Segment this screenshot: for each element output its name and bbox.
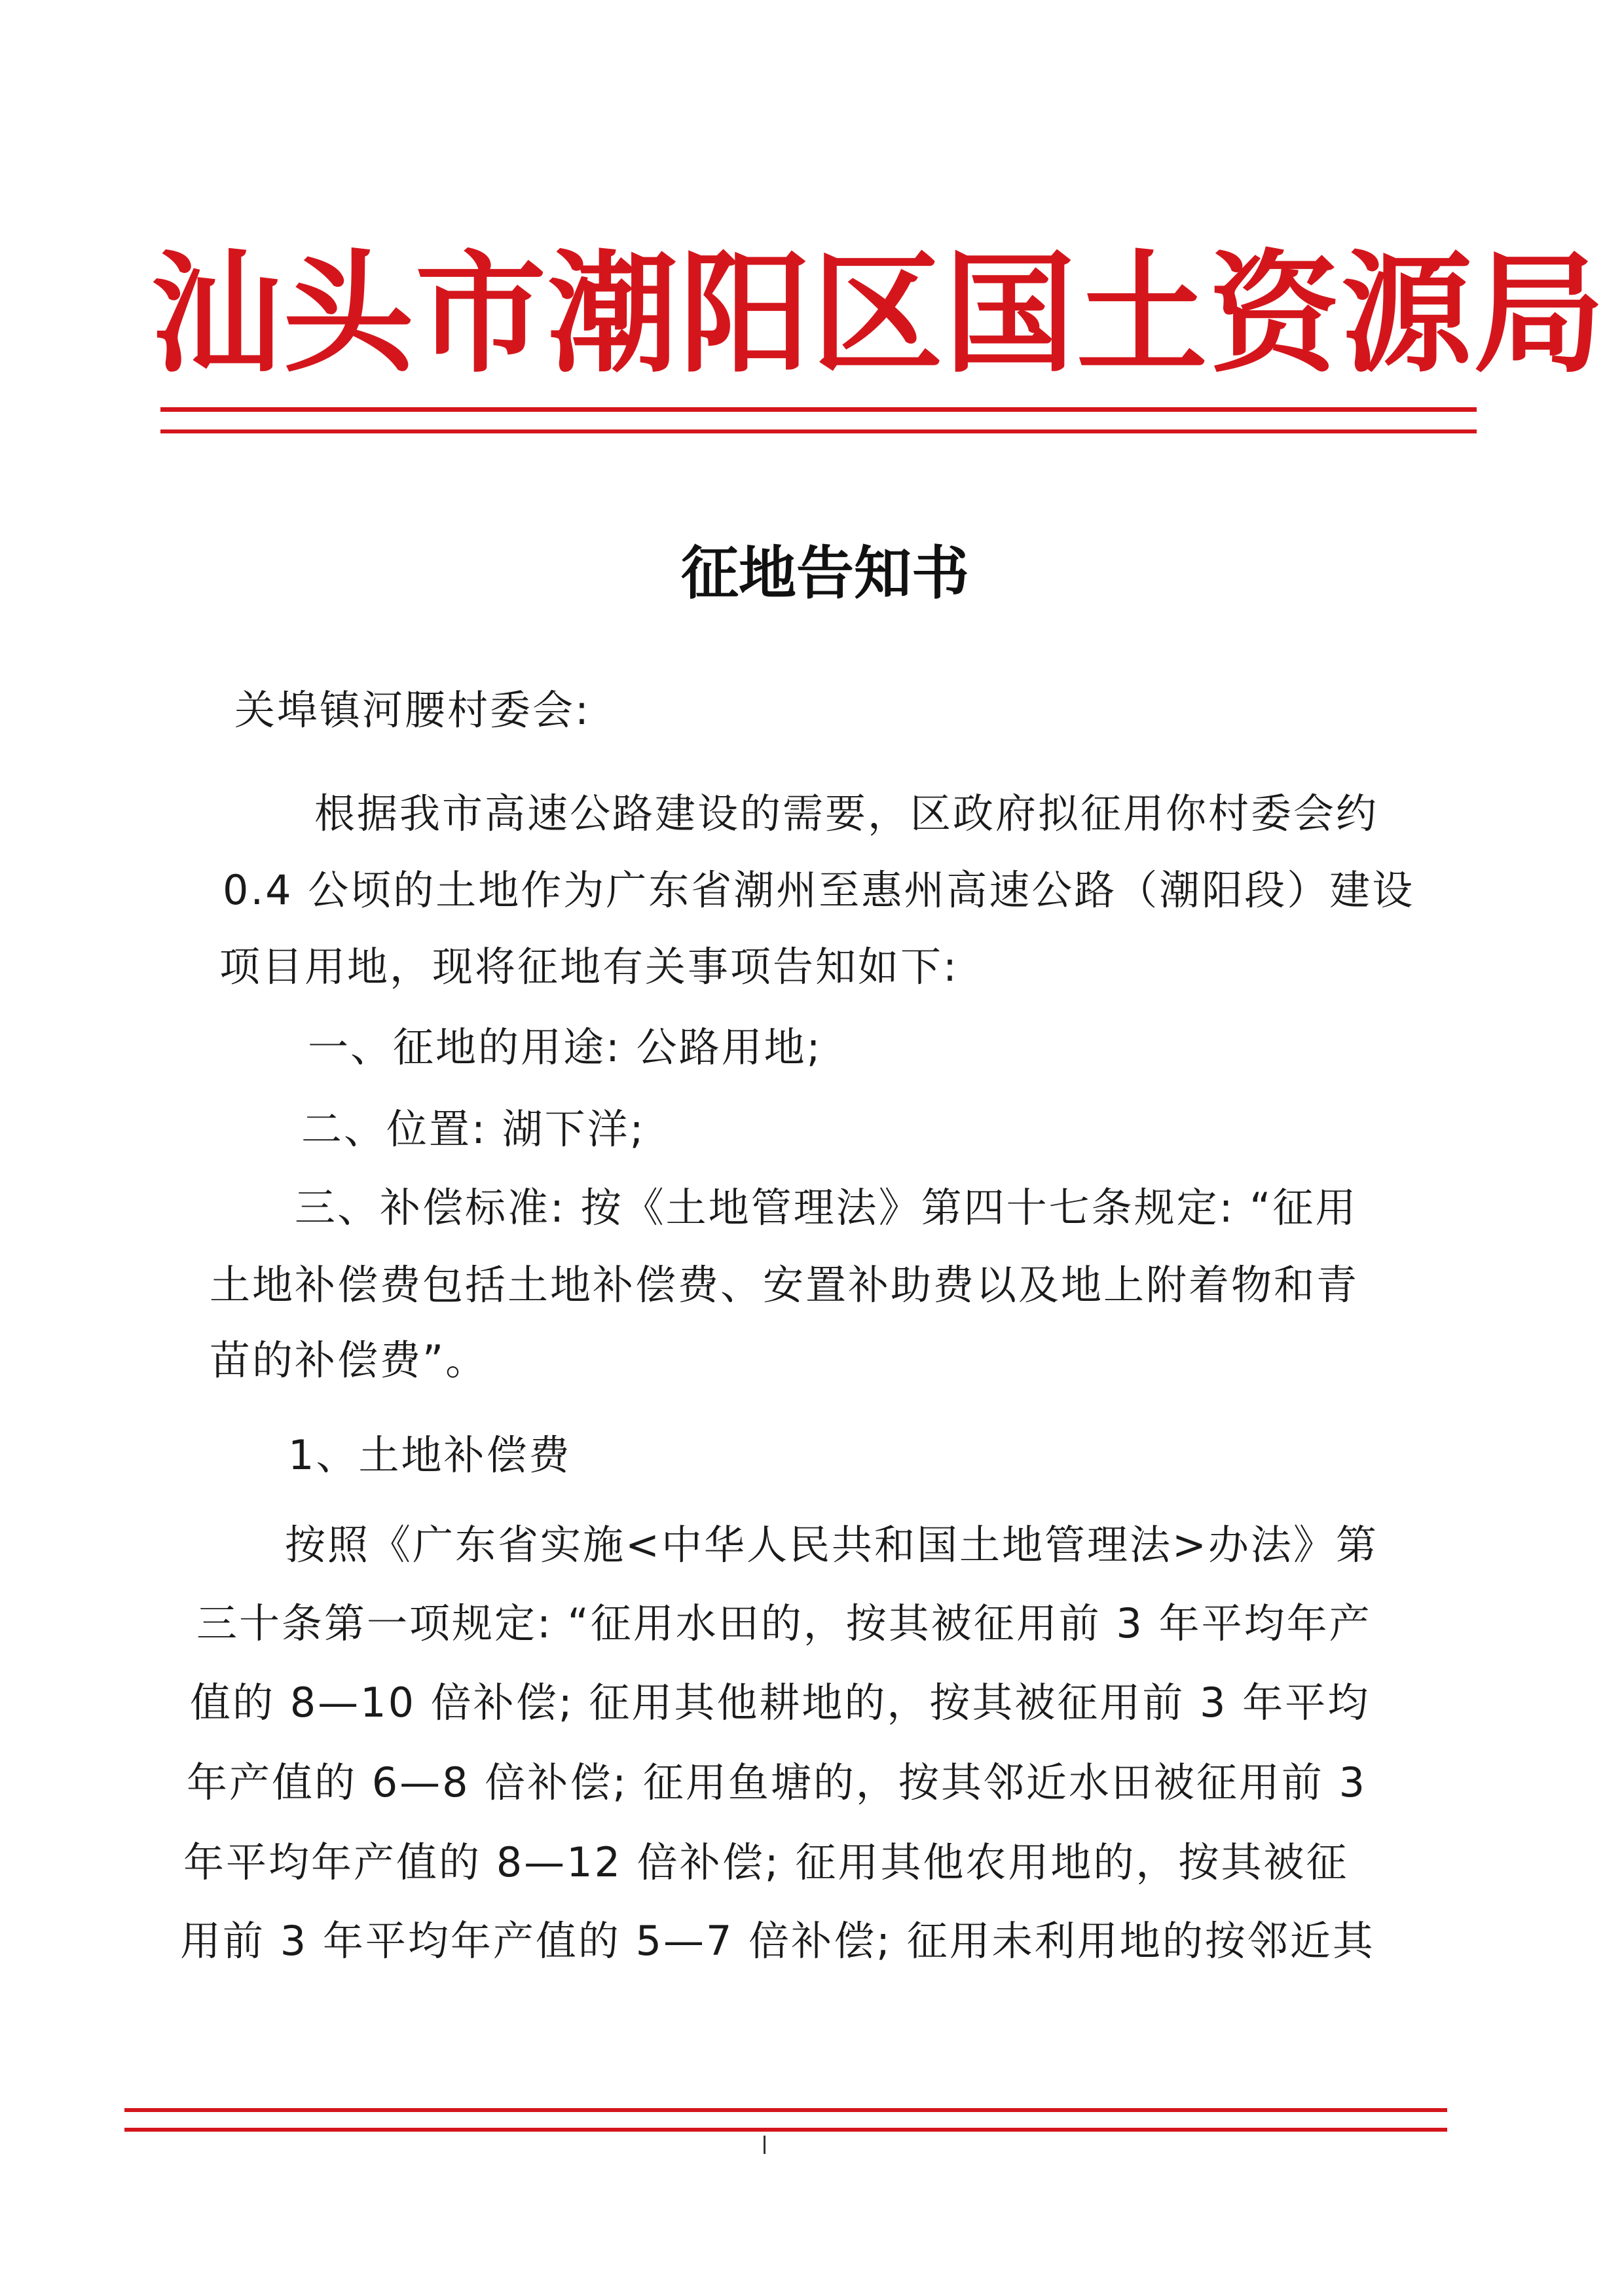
issuing-authority-letterhead: 汕头市潮阳区国土资源局 — [151, 237, 1606, 391]
addressee-line: 关埠镇河腰村委会: — [234, 686, 591, 734]
body-line: 三、补偿标准: 按《土地管理法》第四十七条规定: “征用 — [295, 1184, 1358, 1231]
body-line: 三十条第一项规定: “征用水田的，按其被征用前 3 年平均年产 — [196, 1599, 1372, 1647]
body-line: 二、位置: 湖下洋; — [301, 1105, 646, 1153]
letterhead-red-rule-top — [160, 407, 1477, 412]
body-line: 年平均年产值的 8—12 倍补偿; 征用其他农用地的，按其被征 — [183, 1838, 1349, 1886]
page-mark — [764, 2136, 766, 2154]
document-title: 征地告知书 — [681, 539, 970, 607]
body-line: 0.4 公顷的土地作为广东省潮州至惠州高速公路（潮阳段）建设 — [223, 866, 1415, 914]
body-line: 值的 8—10 倍补偿; 征用其他耕地的，按其被征用前 3 年平均 — [190, 1679, 1371, 1726]
body-line: 一、征地的用途: 公路用地; — [308, 1023, 822, 1071]
footer-red-rule-top — [124, 2108, 1447, 2112]
body-line: 年产值的 6—8 倍补偿; 征用鱼塘的，按其邻近水田被征用前 3 — [187, 1758, 1367, 1806]
footer-red-rule-bottom — [124, 2128, 1447, 2132]
body-line: 苗的补偿费”。 — [210, 1336, 489, 1384]
body-line: 按照《广东省实施<中华人民共和国土地管理法>办法》第 — [285, 1521, 1378, 1569]
letterhead-red-rule-bottom — [160, 429, 1477, 433]
body-line: 项目用地，现将征地有关事项告知如下: — [219, 943, 959, 991]
body-line: 土地补偿费包括土地补偿费、安置补助费以及地上附着物和青 — [210, 1261, 1359, 1309]
body-line: 根据我市高速公路建设的需要，区政府拟征用你村委会约 — [314, 790, 1379, 837]
section-heading: 1、土地补偿费 — [288, 1431, 572, 1479]
body-line: 用前 3 年平均年产值的 5—7 倍补偿; 征用未利用地的按邻近其 — [180, 1917, 1375, 1965]
